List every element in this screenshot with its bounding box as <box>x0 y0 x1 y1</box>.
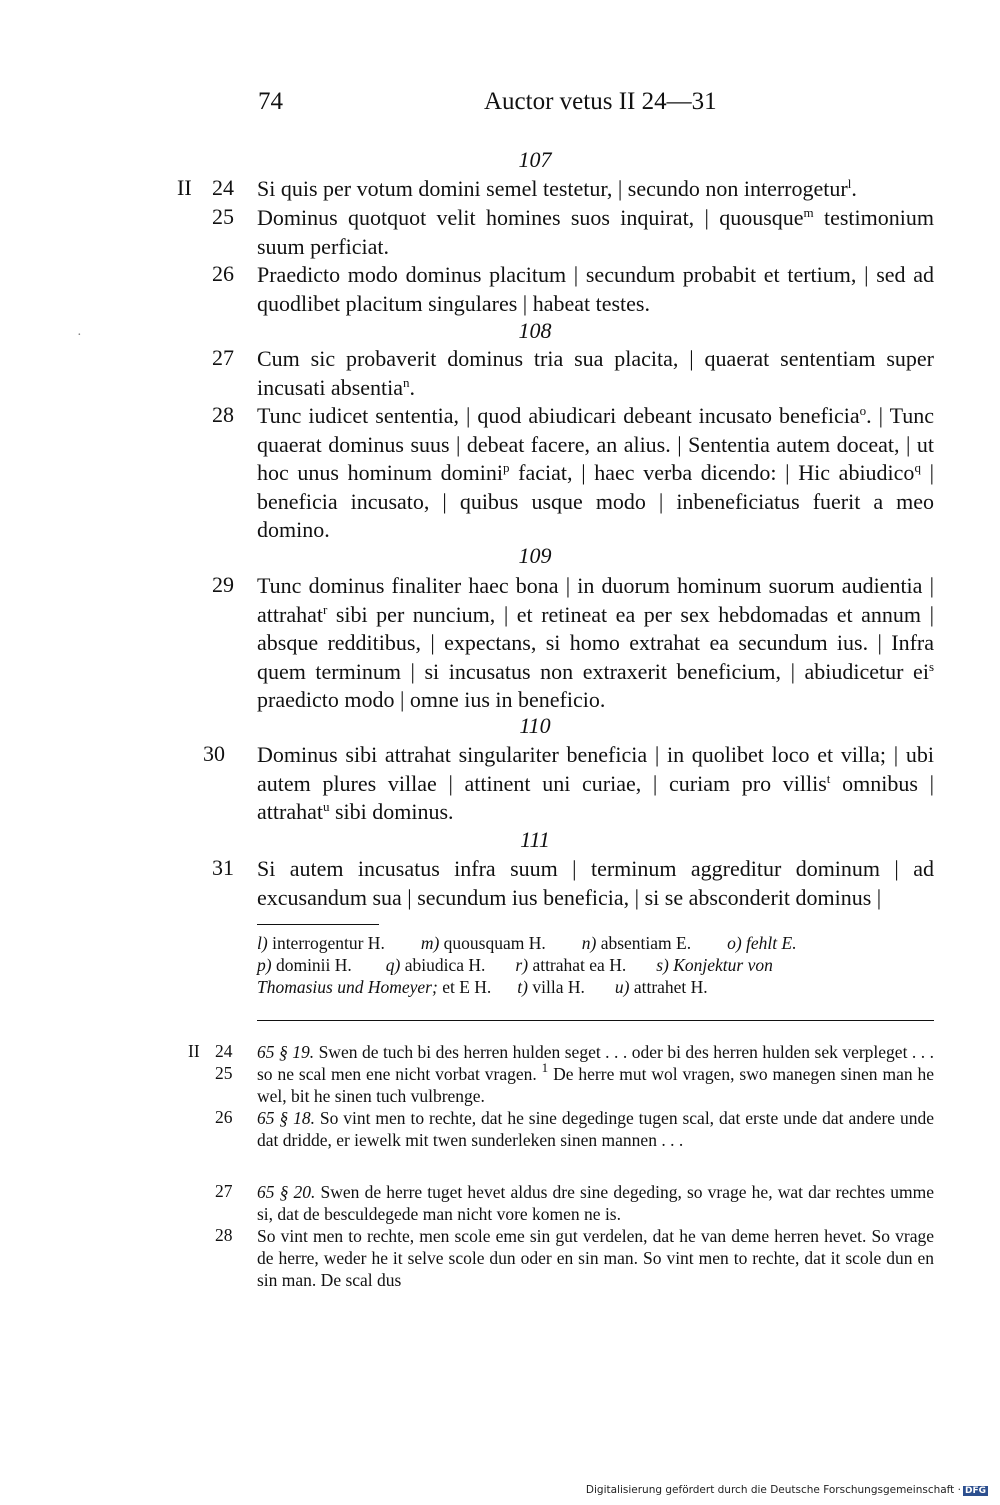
book-number: II <box>177 175 192 200</box>
running-head: Auctor vetus II 24—31 <box>484 88 717 115</box>
apparatus-line-1: l) interrogentur H. m) quousquam H. n) absentiam E. o) fehlt E. <box>257 933 797 953</box>
commentary-number-24: 24 <box>215 1041 233 1061</box>
paragraph-31: Si autem incusatus infra suum | terminum aggreditur dominum | ad excusandum sua | secundum ius beneficia, | si se absconderit dominus | <box>257 856 934 910</box>
commentary-24: 65 § 19. Swen de tuch bi des herren hulden seget . . . oder bi des herren hulden sek verpleget . . . so ne scal men ene nicht vorbat vragen. $^1$ De herre mut wol vragen, swo manegen sinen man he wel, bit he sinen tuch vulbrenge. <box>257 1042 935 1106</box>
section-number-109: 109 <box>518 543 552 568</box>
footer-text: Digitalisierung gefördert durch die Deutsche Forschungsgemeinschaft · <box>585 1484 961 1496</box>
page-number: 74 <box>258 88 283 115</box>
line-number-30: 30 <box>203 741 225 766</box>
line-number-28: 28 <box>212 402 234 427</box>
paragraph-27: Cum sic probaverit dominus tria sua placita, | quaerat sententiam super incusati absentia$^n$. <box>257 346 934 400</box>
section-number-110: 110 <box>519 713 551 738</box>
commentary-number-25: 25 <box>215 1063 233 1083</box>
paragraph-25: Dominus quotquot velit homines suos inquirat, | quousque$^m$ testimonium suum perficiat. <box>257 205 934 259</box>
commentary-26: 65 § 18. So vint men to rechte, dat he sine degedinge tugen scal, dat erste unde dat andere unde dat dridde, er iewelk mit twen sunderleken sinen mannen . . . <box>257 1108 935 1150</box>
section-number-108: 108 <box>518 318 552 343</box>
textual-apparatus <box>257 932 937 998</box>
digitization-footer <box>586 1484 988 1496</box>
paragraph-28: Tunc iudicet sententia, | quod abiudicari debeant incusato beneficia$^o$. | Tunc quaerat dominus suus | debeat facere, an alius. | Sententia autem doceat, | ut hoc unus hominum domini$^p$ faciat, | haec verba dicendo: | Hic abiudico$^q$ | beneficia incusato, | quibus usque modo | inbeneficiatus fuerit a meo domino. <box>257 403 935 542</box>
margin-mark: · <box>77 328 82 343</box>
paragraph-24: Si quis per votum domini semel testetur, | secundo non interrogetur$^l$. <box>257 176 857 201</box>
apparatus-line-2: p) dominii H. q) abiudica H. r) attrahat ea H. s) Konjektur von <box>257 955 773 975</box>
section-number-107: 107 <box>518 147 552 172</box>
line-number-26: 26 <box>212 261 234 286</box>
paragraph-29: Tunc dominus finaliter haec bona | in duorum hominum suorum audientia | attrahat$^r$ sibi per nuncium, | et retineat ea per sex hebdomadas et annum | absque redditibus, | expectans, si homo extrahat ea secundum ius. | Infra quem terminum | si incusatus non extraxerit beneficium, | abiudicetur $ei^s$ praedicto modo | omne ius in beneficio. <box>257 573 934 712</box>
commentary-number-27: 27 <box>215 1181 233 1201</box>
line-number-24: 24 <box>212 175 234 200</box>
commentary-book-number: II <box>188 1041 200 1061</box>
dfg-logo-icon: DFG <box>964 1486 986 1496</box>
apparatus-line-3: Thomasius und Homeyer; et E H. t) villa H. u) attrahet H. <box>257 977 708 997</box>
commentary-rule <box>257 1020 934 1021</box>
line-number-31: 31 <box>212 855 234 880</box>
line-number-25: 25 <box>212 204 234 229</box>
commentary-27: 65 § 20. Swen de herre tuget hevet aldus dre sine degeding, so vrage he, wat dar rechtes umme si, dat de besculdegede man nicht vore komen ne is. <box>257 1182 935 1224</box>
line-number-29: 29 <box>212 572 234 597</box>
commentary-number-28: 28 <box>215 1225 233 1245</box>
commentary-number-26: 26 <box>215 1107 233 1127</box>
paragraph-30: Dominus sibi attrahat singulariter beneficia | in quolibet loco et villa; | ubi autem plures villae | attinent uni curiae, | curiam pro villis$^t$ omnibus | attrahat$^u$ sibi dominus. <box>257 742 934 824</box>
section-number-111: 111 <box>520 827 550 852</box>
commentary-28: So vint men to rechte, men scole eme sin gut verdelen, dat he van deme herren hevet. So vrage de herre, weder he it selve scole dun oder en sin man. So vint men to rechte, dat it scole dun en sin man. De scal dus <box>257 1226 934 1290</box>
line-number-27: 27 <box>212 345 234 370</box>
paragraph-26: Praedicto modo dominus placitum | secundum probabit et tertium, | sed ad quodlibet placitum singulares | habeat testes. <box>257 262 934 316</box>
footnote-rule <box>257 924 379 925</box>
